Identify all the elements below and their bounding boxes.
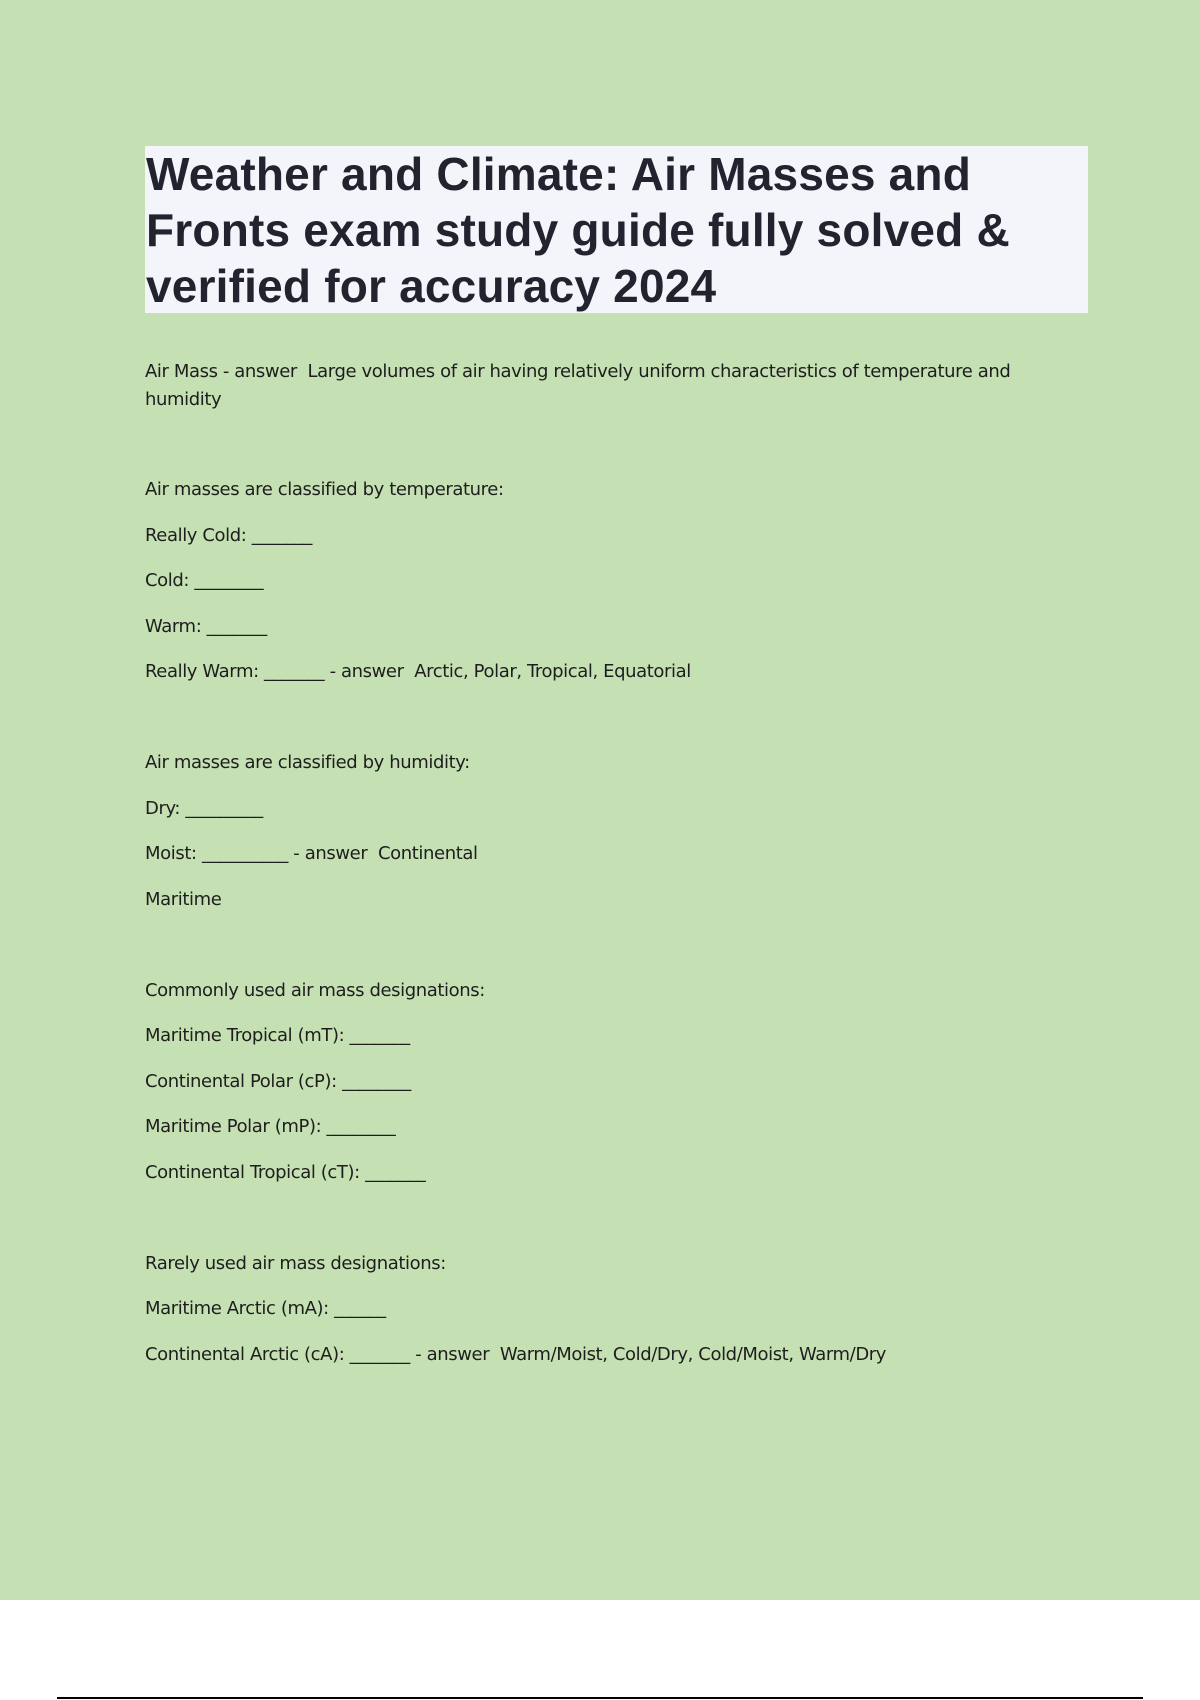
footer-divider	[57, 1697, 1143, 1699]
warm-line: Warm: _______	[145, 616, 267, 637]
common-designations-heading: Commonly used air mass designations:	[145, 980, 485, 1001]
maritime-line: Maritime	[145, 889, 222, 910]
maritime-arctic-line: Maritime Arctic (mA): ______	[145, 1298, 386, 1319]
humidity-heading: Air masses are classified by humidity:	[145, 752, 470, 773]
air-mass-definition: Air Mass - answer Large volumes of air having relatively uniform characteristics of temperature and humidity	[145, 361, 1016, 410]
maritime-polar-line: Maritime Polar (mP): ________	[145, 1116, 396, 1137]
continental-arctic-line: Continental Arctic (cA): _______ - answer Warm/Moist, Cold/Dry, Cold/Moist, Warm/Dry	[145, 1344, 887, 1365]
moist-line: Moist: __________ - answer Continental	[145, 843, 478, 864]
dry-line: Dry: _________	[145, 798, 263, 819]
continental-tropical-line: Continental Tropical (cT): _______	[145, 1162, 426, 1183]
really-warm-line: Really Warm: _______ - answer Arctic, Polar, Tropical, Equatorial	[145, 661, 691, 682]
really-cold-line: Really Cold: _______	[145, 525, 312, 546]
document-title: Weather and Climate: Air Masses and Fronts exam study guide fully solved & verified for accuracy 2024	[146, 148, 1010, 312]
rare-designations-heading: Rarely used air mass designations:	[145, 1253, 446, 1274]
temperature-heading: Air masses are classified by temperature:	[145, 479, 504, 500]
continental-polar-line: Continental Polar (cP): ________	[145, 1071, 411, 1092]
maritime-tropical-line: Maritime Tropical (mT): _______	[145, 1025, 410, 1046]
cold-line: Cold: ________	[145, 570, 264, 591]
